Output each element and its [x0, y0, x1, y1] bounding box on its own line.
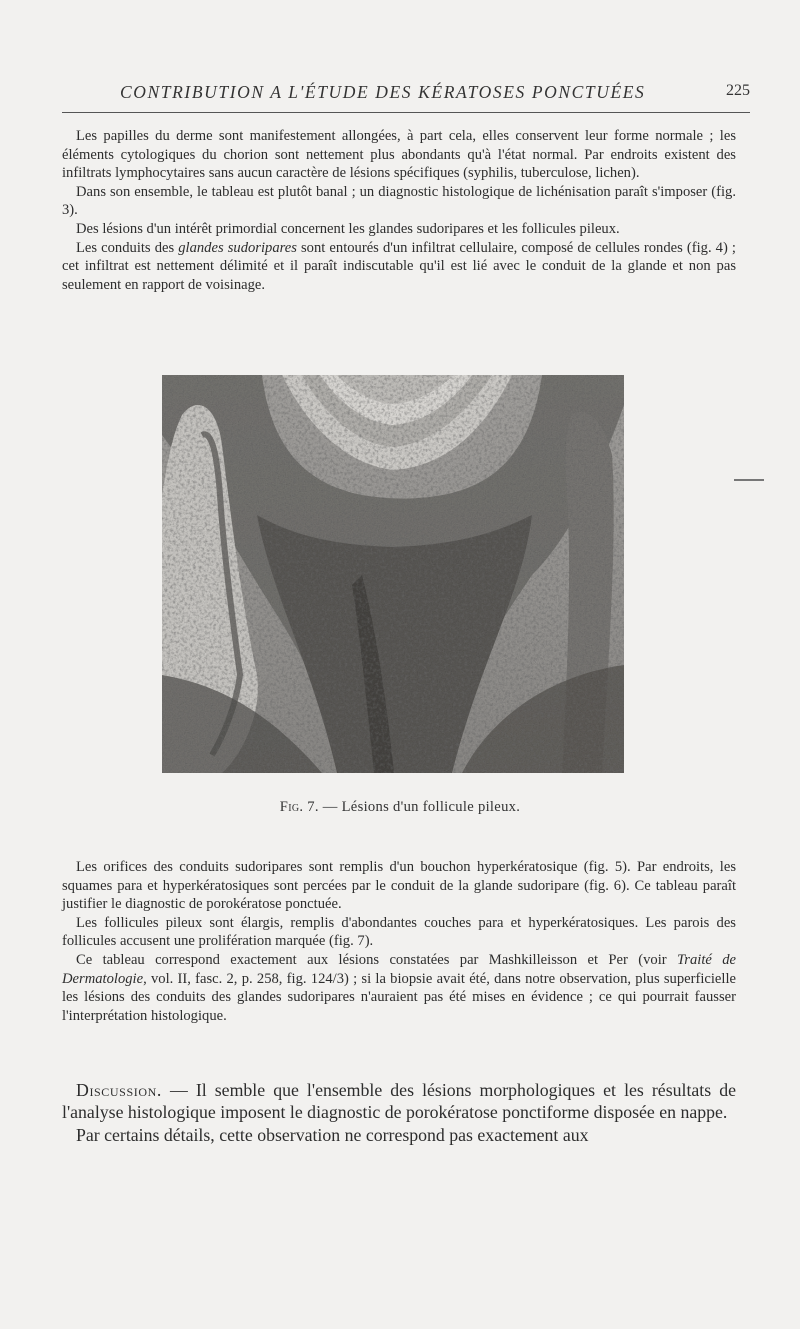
paragraph: [62, 220, 736, 239]
text-span: Les follicules pileux sont élargis, remplis d'abondantes couches para et hyperkératosiques. Les parois des follicules accusent une prolifération marquée (fig. 7).: [62, 914, 736, 950]
text-span: Ce tableau correspond exactement aux lésions constatées par Mashkilleisson et Per (voir: [76, 951, 677, 968]
text-block-after-figure: [62, 858, 736, 1025]
text-span: Les orifices des conduits sudoripares sont remplis d'un bouchon hyperkératosique (fig. 5). Par endroits, les squames para et hyperkératosiques sont percées par le conduit de la glande sudoripare (fig. 6). Ce tableau paraît justifier le diagnostic de porokératose ponctuée.: [62, 859, 736, 913]
text-span: , vol. II, fasc. 2, p. 258, fig. 124/3) ; si la biopsie avait été, dans notre observation, plus superficielle les lésions des conduits des glandes sudoripares n'auraient pas été mises en évidence ; ce qui pourrait fausser l'interprétation histologique.: [62, 970, 736, 1024]
italic-text: glandes sudoripares: [178, 239, 297, 256]
italic-text: Traité de Dermatologie: [62, 951, 736, 987]
paragraph: [62, 127, 736, 183]
paragraph: [62, 183, 736, 220]
paragraph: [62, 858, 736, 914]
discussion-block: [62, 1079, 736, 1146]
figure-caption-text: — Lésions d'un follicule pileux.: [322, 799, 521, 815]
running-header-title: CONTRIBUTION A L'ÉTUDE DES KÉRATOSES PONCTUÉES: [120, 82, 646, 102]
text-span: Dans son ensemble, le tableau est plutôt banal ; un diagnostic histologique de lichénisation paraît s'imposer (fig. 3).: [62, 183, 736, 219]
text-span: Des lésions d'un intérêt primordial concernent les glandes sudoripares et les follicules pileux.: [76, 220, 620, 237]
paragraph: [62, 1124, 736, 1146]
paragraph: [62, 914, 736, 951]
text-span: sont entourés d'un infiltrat cellulaire, composé de cellules rondes (fig. 4) ; cet infiltrat est nettement délimité et il paraît indiscutable qu'il est lié avec le conduit de la glande et non pas seulement en rapport de voisinage.: [62, 239, 736, 293]
page-number: 225: [726, 82, 750, 99]
micrograph-image: [162, 375, 624, 773]
text-span: Par certains détails, cette observation ne correspond pas exactement aux: [76, 1124, 589, 1145]
figure-caption: [160, 799, 640, 816]
paragraph: [62, 951, 736, 1025]
paragraph: [62, 1079, 736, 1124]
margin-mark: [734, 479, 764, 481]
text-span: Les conduits des: [76, 239, 179, 256]
text-span: — Il semble que l'ensemble des lésions morphologiques et les résultats de l'analyse histologique imposent le diagnostic de porokératose ponctiforme disposée en nappe.: [62, 1080, 736, 1123]
paragraph: [62, 239, 736, 295]
text-block-before-figure: [62, 127, 736, 294]
header-rule: [62, 112, 750, 113]
running-header: [62, 80, 750, 108]
section-heading: Discussion.: [76, 1080, 162, 1100]
histology-photograph: [162, 375, 624, 773]
figure-label: Fig. 7.: [279, 799, 319, 815]
text-span: Les papilles du derme sont manifestement allongées, à part cela, elles conservent leur forme normale ; les éléments cytologiques du chorion sont nettement plus abondants qu'à l'état normal. Par endroits existent des infiltrats lymphocytaires sans aucun caractère de lésions spécifiques (syphilis, tuberculose, lichen).: [62, 128, 736, 182]
